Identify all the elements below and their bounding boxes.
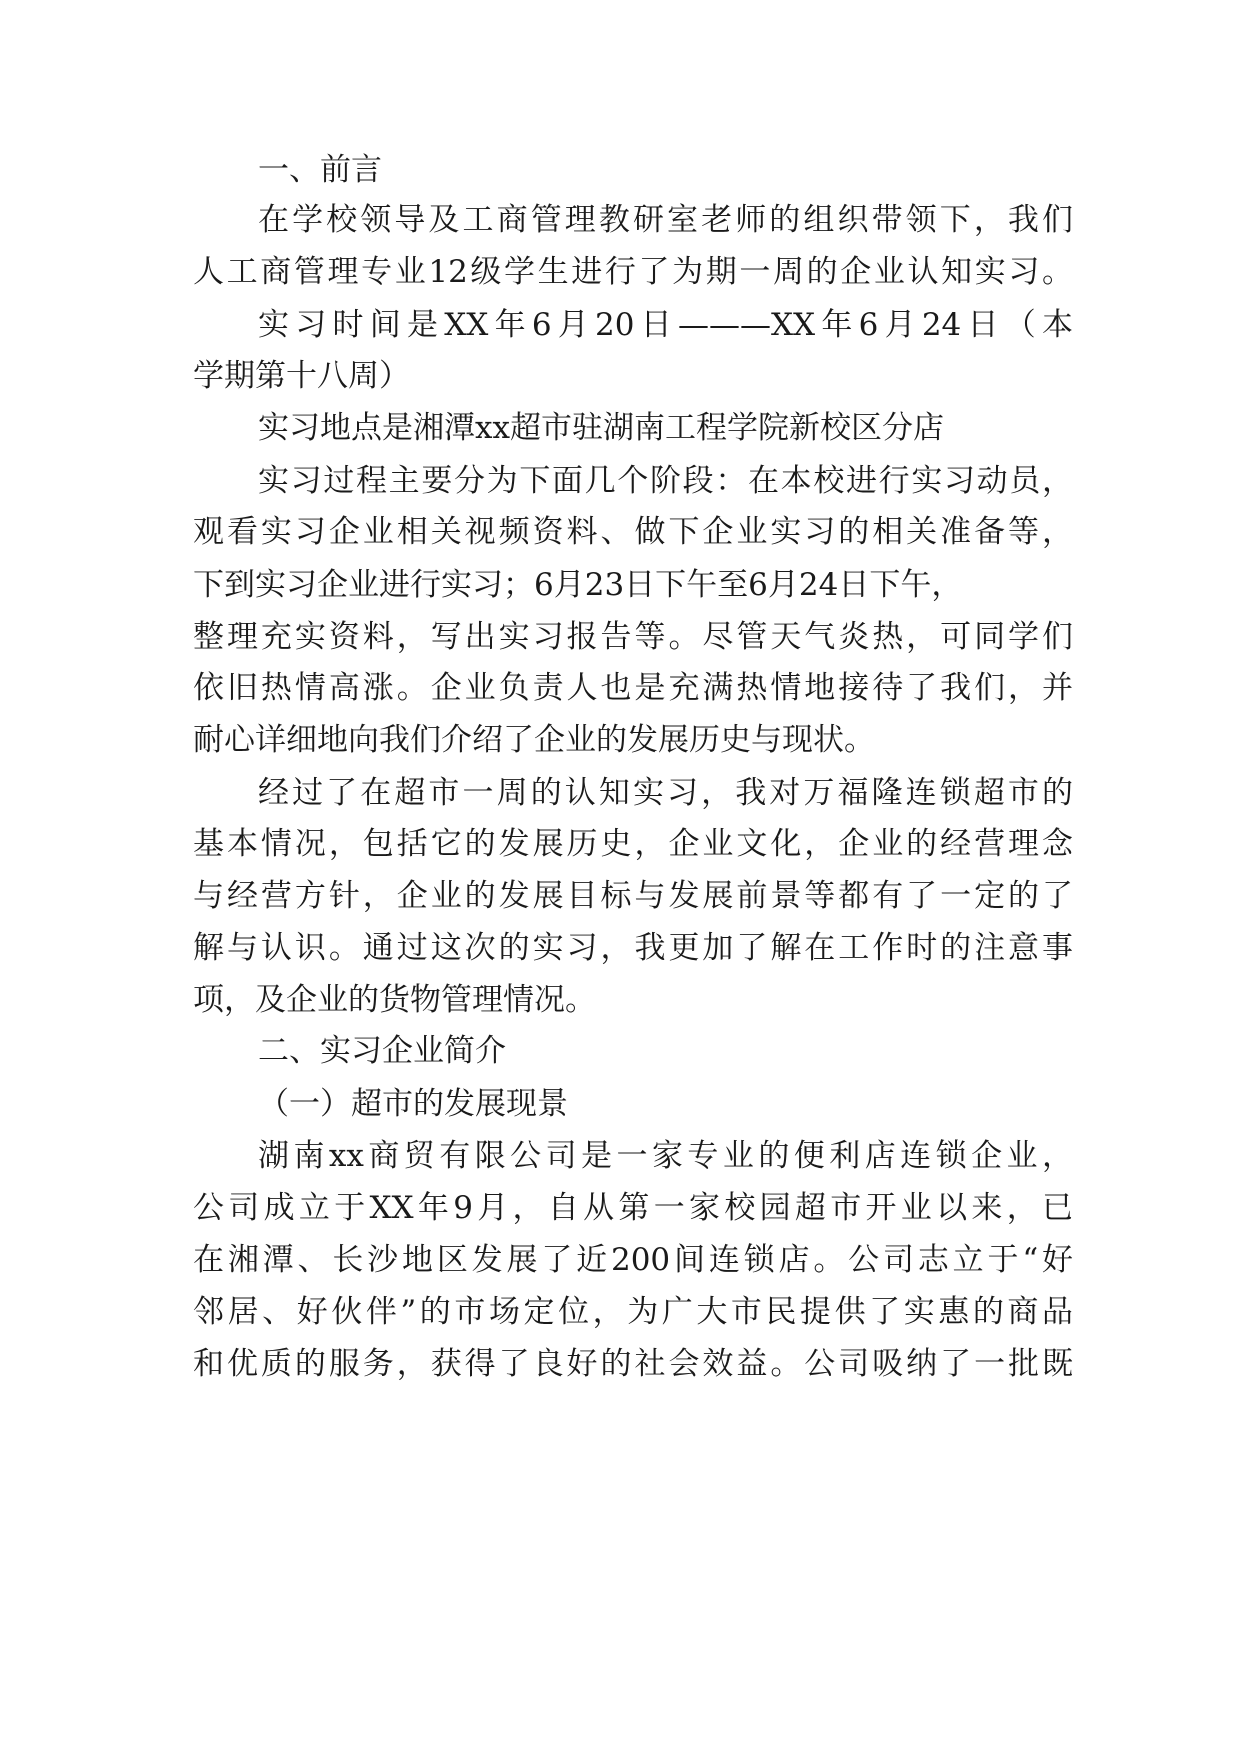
paragraph-line: 和优质的服务，获得了良好的社会效益。公司吸纳了一批既	[193, 1346, 1073, 1382]
paragraph-line: 实习过程主要分为下面几个阶段：在本校进行实习动员，	[258, 463, 1073, 499]
paragraph-line: 整理充实资料，写出实习报告等。尽管天气炎热，可同学们	[193, 619, 1073, 655]
paragraph-line: 实习地点是湘潭xx超市驻湖南工程学院新校区分店	[258, 410, 944, 446]
paragraph-line: 依旧热情高涨。企业负责人也是充满热情地接待了我们，并	[193, 670, 1073, 706]
paragraph-line: 观看实习企业相关视频资料、做下企业实习的相关准备等，	[193, 514, 1073, 550]
paragraph-line: 实习时间是XX年6月20日———XX年6月24日（本	[258, 307, 1073, 343]
paragraph-line: 经过了在超市一周的认知实习，我对万福隆连锁超市的	[258, 775, 1073, 811]
paragraph-line: 公司成立于XX年9月，自从第一家校园超市开业以来，已	[193, 1190, 1073, 1226]
paragraph-line: 学期第十八周）	[193, 358, 410, 394]
paragraph-line: 与经营方针，企业的发展目标与发展前景等都有了一定的了	[193, 878, 1073, 914]
paragraph-line: 湖南xx商贸有限公司是一家专业的便利店连锁企业，	[258, 1138, 1073, 1174]
paragraph-line: 在湘潭、长沙地区发展了近200间连锁店。公司志立于“好	[193, 1242, 1073, 1278]
paragraph-line: 耐心详细地向我们介绍了企业的发展历史与现状。	[193, 722, 875, 758]
heading-preface: 一、前言	[258, 152, 382, 188]
paragraph-line: 下到实习企业进行实习；6月23日下午至6月24日下午，	[193, 567, 963, 603]
paragraph-line: 解与认识。通过这次的实习，我更加了解在工作时的注意事	[193, 930, 1073, 966]
paragraph-line: 项，及企业的货物管理情况。	[193, 982, 596, 1018]
subheading-development: （一）超市的发展现景	[258, 1086, 568, 1122]
paragraph-line: 在学校领导及工商管理教研室老师的组织带领下，我们	[258, 202, 1073, 238]
heading-company-intro: 二、实习企业简介	[258, 1033, 506, 1069]
paragraph-line: 邻居、好伙伴”的市场定位，为广大市民提供了实惠的商品	[193, 1294, 1073, 1330]
paragraph-line: 基本情况，包括它的发展历史，企业文化，企业的经营理念	[193, 826, 1073, 862]
paragraph-line: 人工商管理专业12级学生进行了为期一周的企业认知实习。	[193, 254, 1073, 290]
